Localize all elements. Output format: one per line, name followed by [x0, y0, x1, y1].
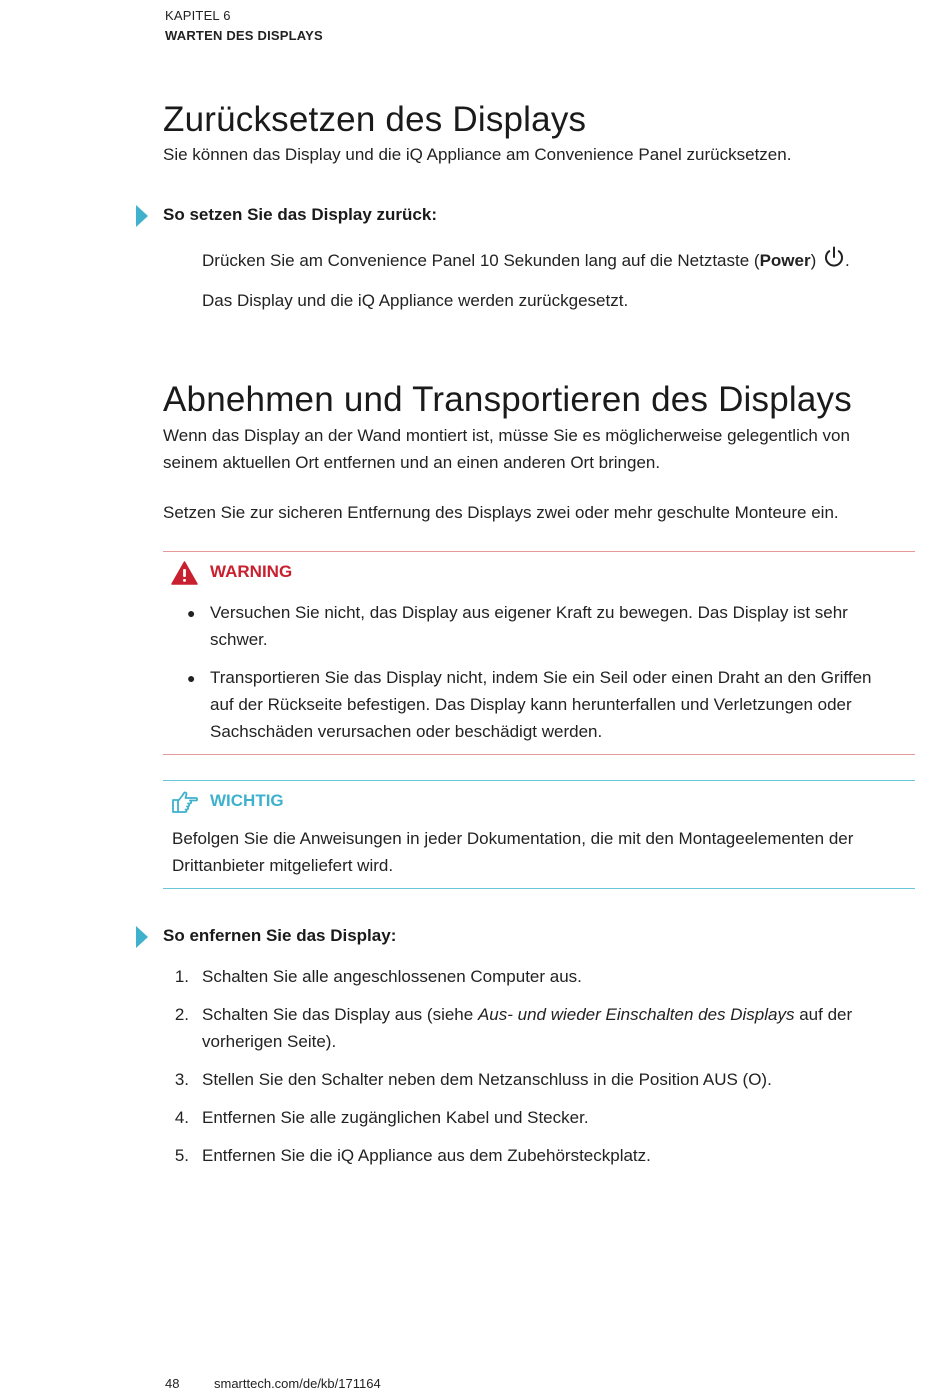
- step-text-end: auf der: [794, 1005, 853, 1024]
- chapter-title: WARTEN DES DISPLAYS: [165, 28, 323, 43]
- section-intro-line-2: seinem aktuellen Ort entfernen und an einen anderen Ort bringen.: [163, 453, 661, 472]
- warning-triangle-icon: [171, 561, 198, 585]
- section-heading-reset: Zurücksetzen des Displays: [163, 100, 587, 139]
- important-label: WICHTIG: [210, 791, 284, 810]
- cross-reference-link[interactable]: Aus- und wieder Einschalten des Displays: [477, 1005, 795, 1024]
- bullet-dot: ●: [187, 670, 196, 686]
- warning-label: WARNING: [210, 562, 293, 581]
- step-number: 4.: [174, 1108, 189, 1127]
- warning-top-rule: [163, 551, 915, 552]
- step-text-start: Drücken Sie am Convenience Panel 10 Sekunden lang auf die Netztaste (: [202, 251, 760, 270]
- section-paragraph: Setzen Sie zur sicheren Entfernung des Displays zwei oder mehr geschulte Monteure ein.: [163, 503, 839, 522]
- warning-item-1-line-1: Versuchen Sie nicht, das Display aus eigener Kraft zu bewegen. Das Display ist sehr: [210, 603, 848, 622]
- procedure-title-remove: So enfernen Sie das Display:: [163, 926, 397, 945]
- section-heading-remove: Abnehmen und Transportieren des Displays: [163, 380, 852, 419]
- pointing-hand-icon: [171, 790, 199, 814]
- step-text-continued: vorherigen Seite).: [202, 1032, 337, 1051]
- important-bottom-rule: [163, 888, 915, 889]
- warning-item-1-line-2: schwer.: [210, 630, 268, 649]
- warning-item-2-line-2: auf der Rückseite befestigen. Das Display kann herunterfallen und Verletzungen oder: [210, 695, 852, 714]
- power-key-label: Power: [759, 251, 811, 270]
- step-text: Entfernen Sie die iQ Appliance aus dem Zubehörsteckplatz.: [202, 1146, 651, 1165]
- footer-url[interactable]: smarttech.com/de/kb/171164: [214, 1376, 381, 1391]
- step-text: Stellen Sie den Schalter neben dem Netzanschluss in die Position AUS (O).: [202, 1070, 772, 1089]
- step-number: 2.: [174, 1005, 189, 1024]
- bullet-dot: ●: [187, 605, 196, 621]
- page-number: 48: [165, 1376, 180, 1391]
- step-text: Entfernen Sie alle zugänglichen Kabel und Stecker.: [202, 1108, 589, 1127]
- chapter-label: KAPITEL 6: [165, 8, 231, 23]
- step-number: 3.: [174, 1070, 189, 1089]
- step-number: 1.: [174, 967, 189, 986]
- step-text-end: .: [845, 251, 850, 270]
- procedure-title-reset: So setzen Sie das Display zurück:: [163, 205, 437, 224]
- section-intro-line-1: Wenn das Display an der Wand montiert ist, müsse Sie es möglicherweise gelegentlich von: [163, 426, 850, 445]
- warning-bottom-rule: [163, 754, 915, 755]
- important-text-line-1: Befolgen Sie die Anweisungen in jeder Dokumentation, die mit den Montageelementen der: [172, 829, 854, 848]
- procedure-arrow-icon: [136, 926, 148, 948]
- step-text-close: ): [810, 251, 817, 270]
- warning-item-2-line-3: Sachschäden verursachen oder beschädigt werden.: [210, 722, 603, 741]
- important-text-line-2: Drittanbieter mitgeliefert wird.: [172, 856, 394, 875]
- important-top-rule: [163, 780, 915, 781]
- step-text-start: Schalten Sie das Display aus (siehe: [202, 1005, 478, 1024]
- step-number: 5.: [174, 1146, 189, 1165]
- warning-item-2-line-1: Transportieren Sie das Display nicht, indem Sie ein Seil oder einen Draht an den Griffen: [210, 668, 872, 687]
- procedure-result-reset: Das Display und die iQ Appliance werden zurückgesetzt.: [202, 291, 629, 310]
- procedure-arrow-icon: [136, 205, 148, 227]
- step-text: [202, 1001, 902, 1028]
- power-icon: [823, 246, 845, 268]
- procedure-step-reset: [202, 246, 850, 274]
- section-intro-reset: Sie können das Display und die iQ Appliance am Convenience Panel zurücksetzen.: [163, 145, 792, 164]
- step-text: Schalten Sie alle angeschlossenen Computer aus.: [202, 967, 582, 986]
